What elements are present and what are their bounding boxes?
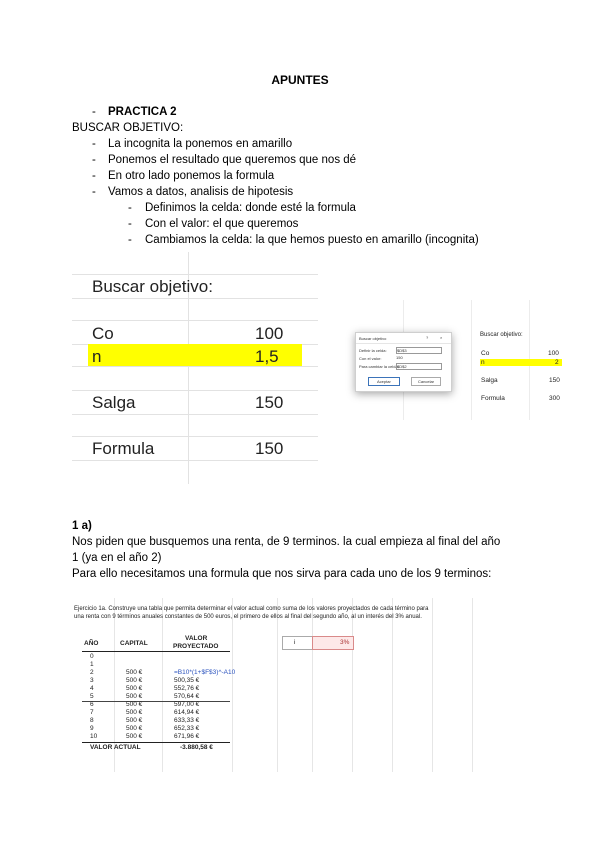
subbullet-dash: -: [128, 234, 132, 246]
year-cell: 9: [90, 725, 94, 732]
year-cell: 7: [90, 709, 94, 716]
subbullet-item: Con el valor: el que queremos: [145, 218, 299, 230]
year-cell: 0: [90, 653, 94, 660]
goal-seek-dialog: [355, 332, 452, 392]
row-value: 150: [255, 439, 284, 458]
row-value: 1,5: [255, 347, 279, 366]
row-label: n: [481, 359, 485, 366]
exercise-intro: una renta con 9 términos anuales constantes de 500 euros, el primero de ellos al final del segundo año, al un interés del 3% anual.: [74, 614, 422, 620]
projected-value-cell: 671,96 €: [174, 733, 200, 740]
field-label: Con el valor:: [359, 356, 382, 361]
row-value: 100: [255, 324, 284, 343]
spreadsheet-screenshot-dialog: [343, 300, 565, 420]
paragraph-line: Para ello necesitamos una formula que nos sirva para cada uno de los 9 terminos:: [72, 568, 492, 580]
projected-value-cell: =B10*(1+$F$3)^-A10: [174, 669, 236, 676]
dialog-title: Buscar objetivo: [359, 336, 387, 341]
projected-value-cell: 552,76 €: [174, 685, 200, 692]
year-cell: 5: [90, 693, 94, 700]
year-cell: 6: [90, 701, 94, 708]
total-label: VALOR ACTUAL: [90, 744, 141, 751]
column-header-year: AÑO: [84, 640, 99, 647]
bullet-dash: -: [92, 138, 96, 150]
column-header-capital: CAPITAL: [120, 640, 148, 647]
capital-cell: 500 €: [126, 685, 143, 692]
subbullet-dash: -: [128, 202, 132, 214]
capital-cell: 500 €: [126, 693, 143, 700]
bullet-dash: -: [92, 154, 96, 166]
year-cell: 1: [90, 661, 94, 668]
bullet-item: En otro lado ponemos la formula: [108, 170, 275, 182]
capital-cell: 500 €: [126, 677, 143, 684]
paragraph-line: 1 (ya en el año 2): [72, 552, 162, 564]
set-cell-input[interactable]: $D$3: [396, 347, 442, 354]
bullet-dash: -: [92, 186, 96, 198]
row-label: Co: [481, 350, 490, 357]
to-value-input[interactable]: 150: [396, 355, 403, 360]
year-cell: 10: [90, 733, 98, 740]
projected-value-cell: 597,00 €: [174, 701, 200, 708]
unknown-cell-highlight: [480, 359, 562, 366]
capital-cell: 500 €: [126, 725, 143, 732]
row-value: 300: [549, 395, 560, 402]
capital-cell: 500 €: [126, 709, 143, 716]
subbullet-item: Definimos la celda: donde esté la formula: [145, 202, 356, 214]
total-value: -3.880,58 €: [180, 744, 213, 751]
year-cell: 2: [90, 669, 94, 676]
column-header-value: VALOR: [185, 635, 208, 642]
column-header-projected: PROYECTADO: [173, 643, 219, 650]
row-label: Formula: [92, 439, 155, 458]
interest-label: i: [294, 639, 296, 646]
projected-value-cell: 614,94 €: [174, 709, 200, 716]
cancel-button[interactable]: Cancelar: [411, 377, 441, 386]
ok-button[interactable]: Aceptar: [368, 377, 400, 386]
close-icon[interactable]: ×: [440, 335, 443, 340]
projected-value-cell: 652,33 €: [174, 725, 200, 732]
buscar-objetivo-heading: BUSCAR OBJETIVO:: [72, 122, 184, 134]
section-heading: 1 a): [72, 520, 92, 532]
row-value: 150: [255, 393, 284, 412]
changing-cell-input[interactable]: $D$2: [396, 363, 442, 370]
capital-cell: 500 €: [126, 717, 143, 724]
bullet-item: Vamos a datos, analisis de hipotesis: [108, 186, 294, 198]
row-divider: [82, 701, 230, 702]
field-label: Para cambiar la celda:: [359, 364, 399, 369]
row-label: Co: [92, 324, 114, 343]
spreadsheet-screenshot-table: [72, 598, 510, 772]
paragraph-line: Nos piden que busquemos una renta, de 9 terminos. la cual empieza al final del año: [72, 536, 501, 548]
row-value: 2: [555, 359, 559, 366]
row-label: Salga: [92, 393, 136, 412]
projected-value-cell: 500,35 €: [174, 677, 200, 684]
row-label: Salga: [481, 377, 498, 384]
subbullet-dash: -: [128, 218, 132, 230]
bullet-dash: -: [92, 106, 96, 118]
row-label: n: [92, 347, 102, 366]
row-value: 100: [548, 350, 559, 357]
sheet-title: Buscar objetivo:: [480, 332, 523, 338]
page-title: APUNTES: [271, 73, 329, 87]
bullet-dash: -: [92, 170, 96, 182]
projected-value-cell: 633,33 €: [174, 717, 200, 724]
row-value: 150: [549, 377, 560, 384]
capital-cell: 500 €: [126, 701, 143, 708]
capital-cell: 500 €: [126, 669, 143, 676]
year-cell: 3: [90, 677, 94, 684]
practica-heading: PRACTICA 2: [108, 106, 177, 118]
subbullet-item: Cambiamos la celda: la que hemos puesto en amarillo (incognita): [145, 234, 479, 246]
capital-cell: 500 €: [126, 733, 143, 740]
year-cell: 8: [90, 717, 94, 724]
spreadsheet-screenshot-goal-seek: [72, 252, 318, 484]
projected-value-cell: 570,64 €: [174, 693, 200, 700]
interest-value: 3%: [340, 639, 350, 646]
field-label: Definir la celda:: [359, 348, 387, 353]
year-cell: 4: [90, 685, 94, 692]
row-label: Formula: [481, 395, 505, 402]
exercise-intro: Ejercicio 1a. Construye una tabla que permita determinar el valor actual como suma de los valores proyectados de cada término para: [74, 606, 429, 612]
bullet-item: La incognita la ponemos en amarillo: [108, 138, 293, 150]
bullet-item: Ponemos el resultado que queremos que nos dé: [108, 154, 357, 166]
help-icon[interactable]: ?: [426, 335, 429, 340]
sheet-title: Buscar objetivo:: [92, 277, 213, 296]
